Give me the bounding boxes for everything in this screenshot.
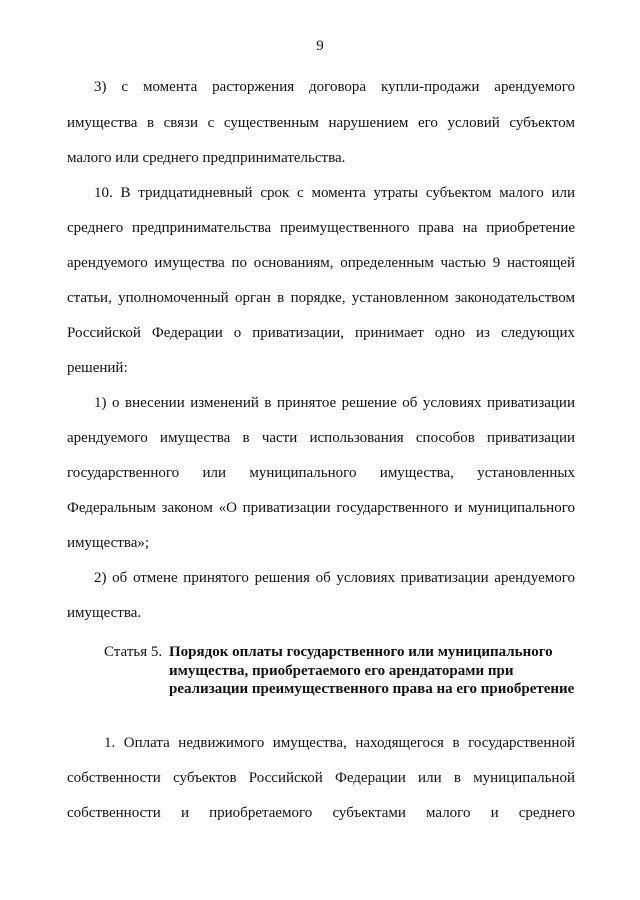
paragraph-line: 3) с момента расторжения договора купли-продажи арендуемого bbox=[94, 79, 575, 95]
paragraph-line: 2) об отмене принятого решения об условиях приватизации арендуемого bbox=[94, 570, 575, 586]
paragraph-line: собственности и приобретаемого субъектами малого и среднего bbox=[67, 805, 575, 821]
paragraph-line: Российской Федерации о приватизации, принимает одно из следующих bbox=[67, 325, 575, 341]
paragraph-line: имущества»; bbox=[67, 535, 150, 551]
paragraph-line: 1) о внесении изменений в принятое решение об условиях приватизации bbox=[94, 395, 575, 411]
page-number: 9 bbox=[316, 38, 324, 54]
paragraph-line: малого или среднего предпринимательства. bbox=[67, 150, 346, 166]
paragraph-line: государственного или муниципального имущества, установленных bbox=[67, 465, 575, 481]
paragraph-line: 1. Оплата недвижимого имущества, находящегося в государственной bbox=[104, 735, 575, 751]
paragraph-line: статьи, уполномоченный орган в порядке, установленном законодательством bbox=[67, 290, 575, 306]
article-title-line: реализации преимущественного права на его приобретение bbox=[169, 681, 575, 697]
paragraph-line: арендуемого имущества по основаниям, определенным частью 9 настоящей bbox=[67, 255, 575, 271]
paragraph-line: имущества в связи с существенным нарушением его условий субъектом bbox=[67, 115, 575, 131]
paragraph-line: собственности субъектов Российской Федерации или в муниципальной bbox=[67, 770, 575, 786]
paragraph-line: имущества. bbox=[67, 605, 142, 621]
article-title-line: имущества, приобретаемого его арендаторами при bbox=[169, 663, 514, 679]
article-label: Статья 5. bbox=[104, 644, 163, 660]
article-title-line: Порядок оплаты государственного или муниципального bbox=[169, 644, 553, 660]
paragraph-line: решений: bbox=[67, 360, 128, 376]
paragraph-line: среднего предпринимательства преимущественного права на приобретение bbox=[67, 220, 575, 236]
paragraph-line: 10. В тридцатидневный срок с момента утраты субъектом малого или bbox=[94, 185, 575, 201]
paragraph-line: арендуемого имущества в части использования способов приватизации bbox=[67, 430, 575, 446]
paragraph-line: Федеральным законом «О приватизации государственного и муниципального bbox=[67, 500, 575, 516]
